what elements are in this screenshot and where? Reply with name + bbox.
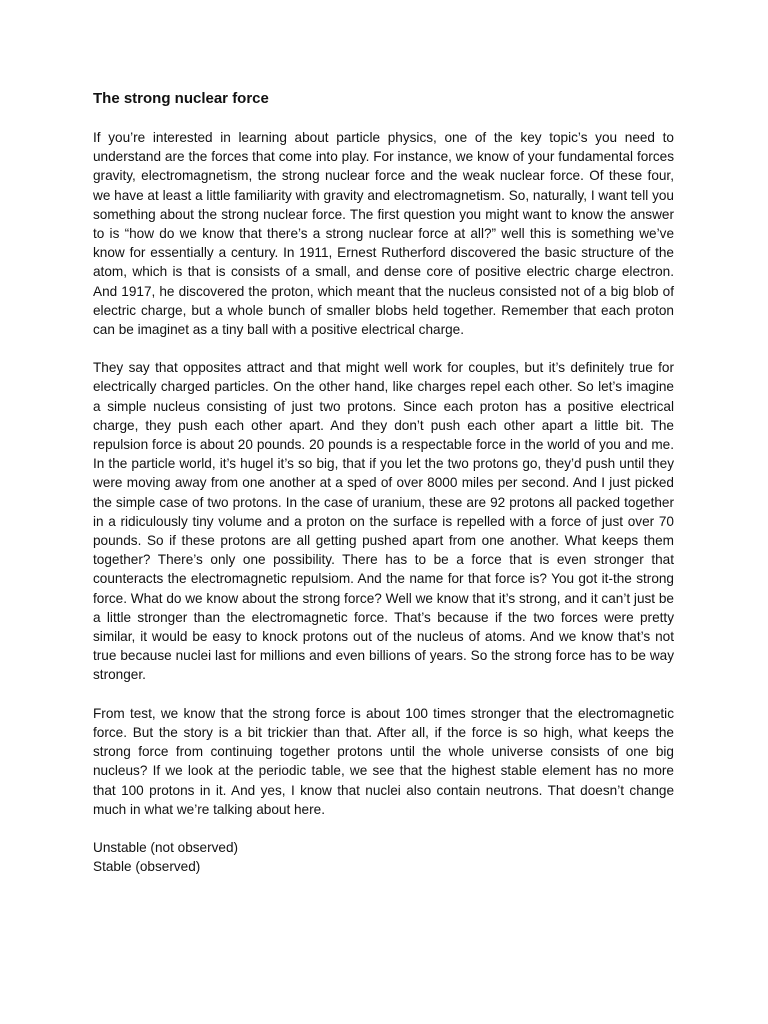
paragraph-3: From test, we know that the strong force is about 100 times stronger that the electromagnetic force. But the story is a bit trickier than that. After all, if the force is so high, what keeps the strong force from continuing together protons until the whole universe consists of one big nucleus? If we look at the periodic table, we see that the highest stable element has no more that 100 protons in it. And yes, I know that nuclei also contain neutrons. That doesn’t change much in what we’re talking about here. (93, 705, 674, 817)
document-page (93, 88, 674, 876)
document-title: The strong nuclear force (93, 90, 269, 107)
label-unstable: Unstable (not observed) (93, 839, 239, 855)
label-stable: Stable (observed) (93, 859, 201, 875)
paragraph-2: They say that opposites attract and that might well work for couples, but it’s definitely true for electrically charged particles. On the other hand, like charges repel each other. So let’s imagine a simple nucleus consisting of just two protons. Since each proton has a positive electrical charge, they push each other apart. And they don’t push each other apart a little bit. The repulsion force is about 20 pounds. 20 pounds is a respectable force in the world of you and me. In the particle world, it’s hugel it’s so big, that if you let the two protons go, they’d push until they were moving away from one another at a sped of over 8000 miles per second. And I just picked the simple case of two protons. In the case of uranium, these are 92 protons all packed together in a ridiculously tiny volume and a proton on the surface is repelled with a force of just over 70 pounds. So if these protons are all getting pushed apart from one another. What keeps them together? There’s only one possibility. There has to be a force that is even stronger that counteracts the electromagnetic repulsiom. And the name for that force is? You got it-the strong force. What do we know about the strong force? Well we know that it’s strong, and it can’t just be a little stronger than the electromagnetic force. That’s because if the two forces were pretty similar, it would be easy to knock protons out of the nucleus of atoms. And we know that’s not true because nuclei last for millions and even billions of years. So the strong force has to be way stronger. (93, 360, 674, 683)
paragraph-1: If you’re interested in learning about particle physics, one of the key topic’s you need to understand are the forces that come into play. For instance, we know of your fundamental forces gravity, electromagnetism, the strong nuclear force and the weak nuclear force. Of these four, we have at least a little familiarity with gravity and electromagnetism. So, naturally, I want tell you something about the strong nuclear force. The first question you might want to know the answer to is “how do we know that there’s a strong nuclear force at all?” well this is something we’ve know for essentially a century. In 1911, Ernest Rutherford discovered the basic structure of the atom, which is that is consists of a small, and dense core of positive electric charge electron. And 1917, he discovered the proton, which meant that the nucleus consisted not of a big blob of electric charge, but a whole bunch of smaller blobs held together. Remember that each proton can be imaginet as a tiny ball with a positive electrical charge. (93, 130, 674, 338)
